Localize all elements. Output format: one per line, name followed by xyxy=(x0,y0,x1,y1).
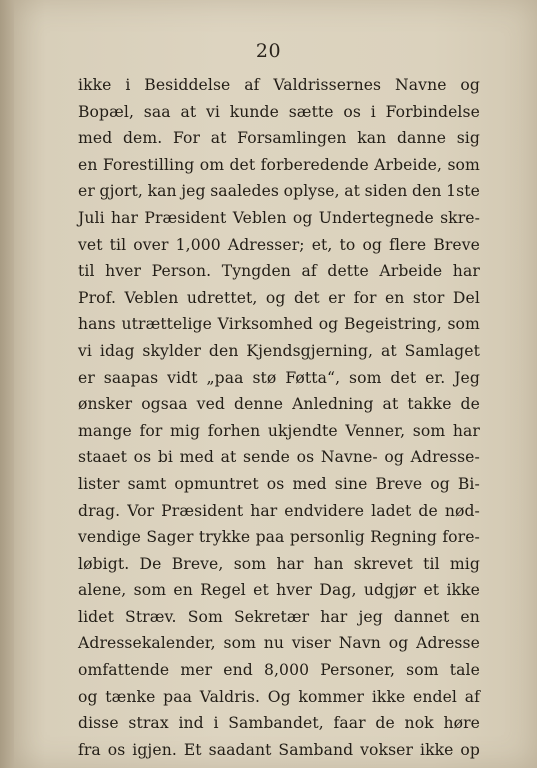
text-line: hans utrættelige Virksomhed og Begeistring, som xyxy=(78,315,480,334)
text-line: og tænke paa Valdris. Og kommer ikke endel af xyxy=(78,687,480,706)
body-text xyxy=(78,72,480,763)
text-line: staaet os bi med at sende os Navne- og Adresse- xyxy=(78,448,480,467)
text-line: lidet Stræv. Som Sekretær har jeg dannet en xyxy=(78,607,480,626)
text-line: er saapas vidt „paa stø Føtta“, som det er. Jeg xyxy=(78,368,480,387)
book-gutter xyxy=(0,0,14,768)
text-line: til hver Person. Tyngden af dette Arbeide har xyxy=(78,262,480,281)
text-line: Prof. Veblen udrettet, og det er for en stor Del xyxy=(78,288,480,307)
text-line: disse strax ind i Sambandet, faar de nok høre xyxy=(78,714,480,733)
text-line: ikke i Besiddelse af Valdrissernes Navne og xyxy=(78,76,480,94)
text-line: omfattende mer end 8,000 Personer, som tale xyxy=(78,661,480,680)
text-line: drag. Vor Præsident har endvidere ladet de nød- xyxy=(78,501,480,520)
text-line: vet til over 1,000 Adresser; et, to og flere Breve xyxy=(78,235,480,254)
text-line: lister samt opmuntret os med sine Breve og Bi- xyxy=(78,474,480,493)
text-line: fra os igjen. Et saadant Samband vokser ikke op xyxy=(78,740,480,759)
text-line: alene, som en Regel et hver Dag, udgjør et ikke xyxy=(78,581,480,600)
text-line: ønsker ogsaa ved denne Anledning at takke de xyxy=(78,395,480,414)
text-line: vi idag skylder den Kjendsgjerning, at Samlaget xyxy=(78,341,480,360)
text-line: en Forestilling om det forberedende Arbeide, som xyxy=(78,155,480,174)
text-line: løbigt. De Breve, som har han skrevet til mig xyxy=(78,554,480,573)
text-line: mange for mig forhen ukjendte Venner, som har xyxy=(78,421,480,440)
text-line: Adressekalender, som nu viser Navn og Adresse xyxy=(78,634,480,653)
text-line: vendige Sager trykke paa personlig Regning fore- xyxy=(78,528,480,547)
text-line: med dem. For at Forsamlingen kan danne sig xyxy=(78,129,480,148)
text-line: er gjort, kan jeg saaledes oplyse, at siden den 1ste xyxy=(78,182,480,201)
text-line: Bopæl, saa at vi kunde sætte os i Forbindelse xyxy=(78,102,480,121)
page-number: 20 xyxy=(255,40,282,62)
text-line: Juli har Præsident Veblen og Undertegnede skre- xyxy=(78,208,480,227)
